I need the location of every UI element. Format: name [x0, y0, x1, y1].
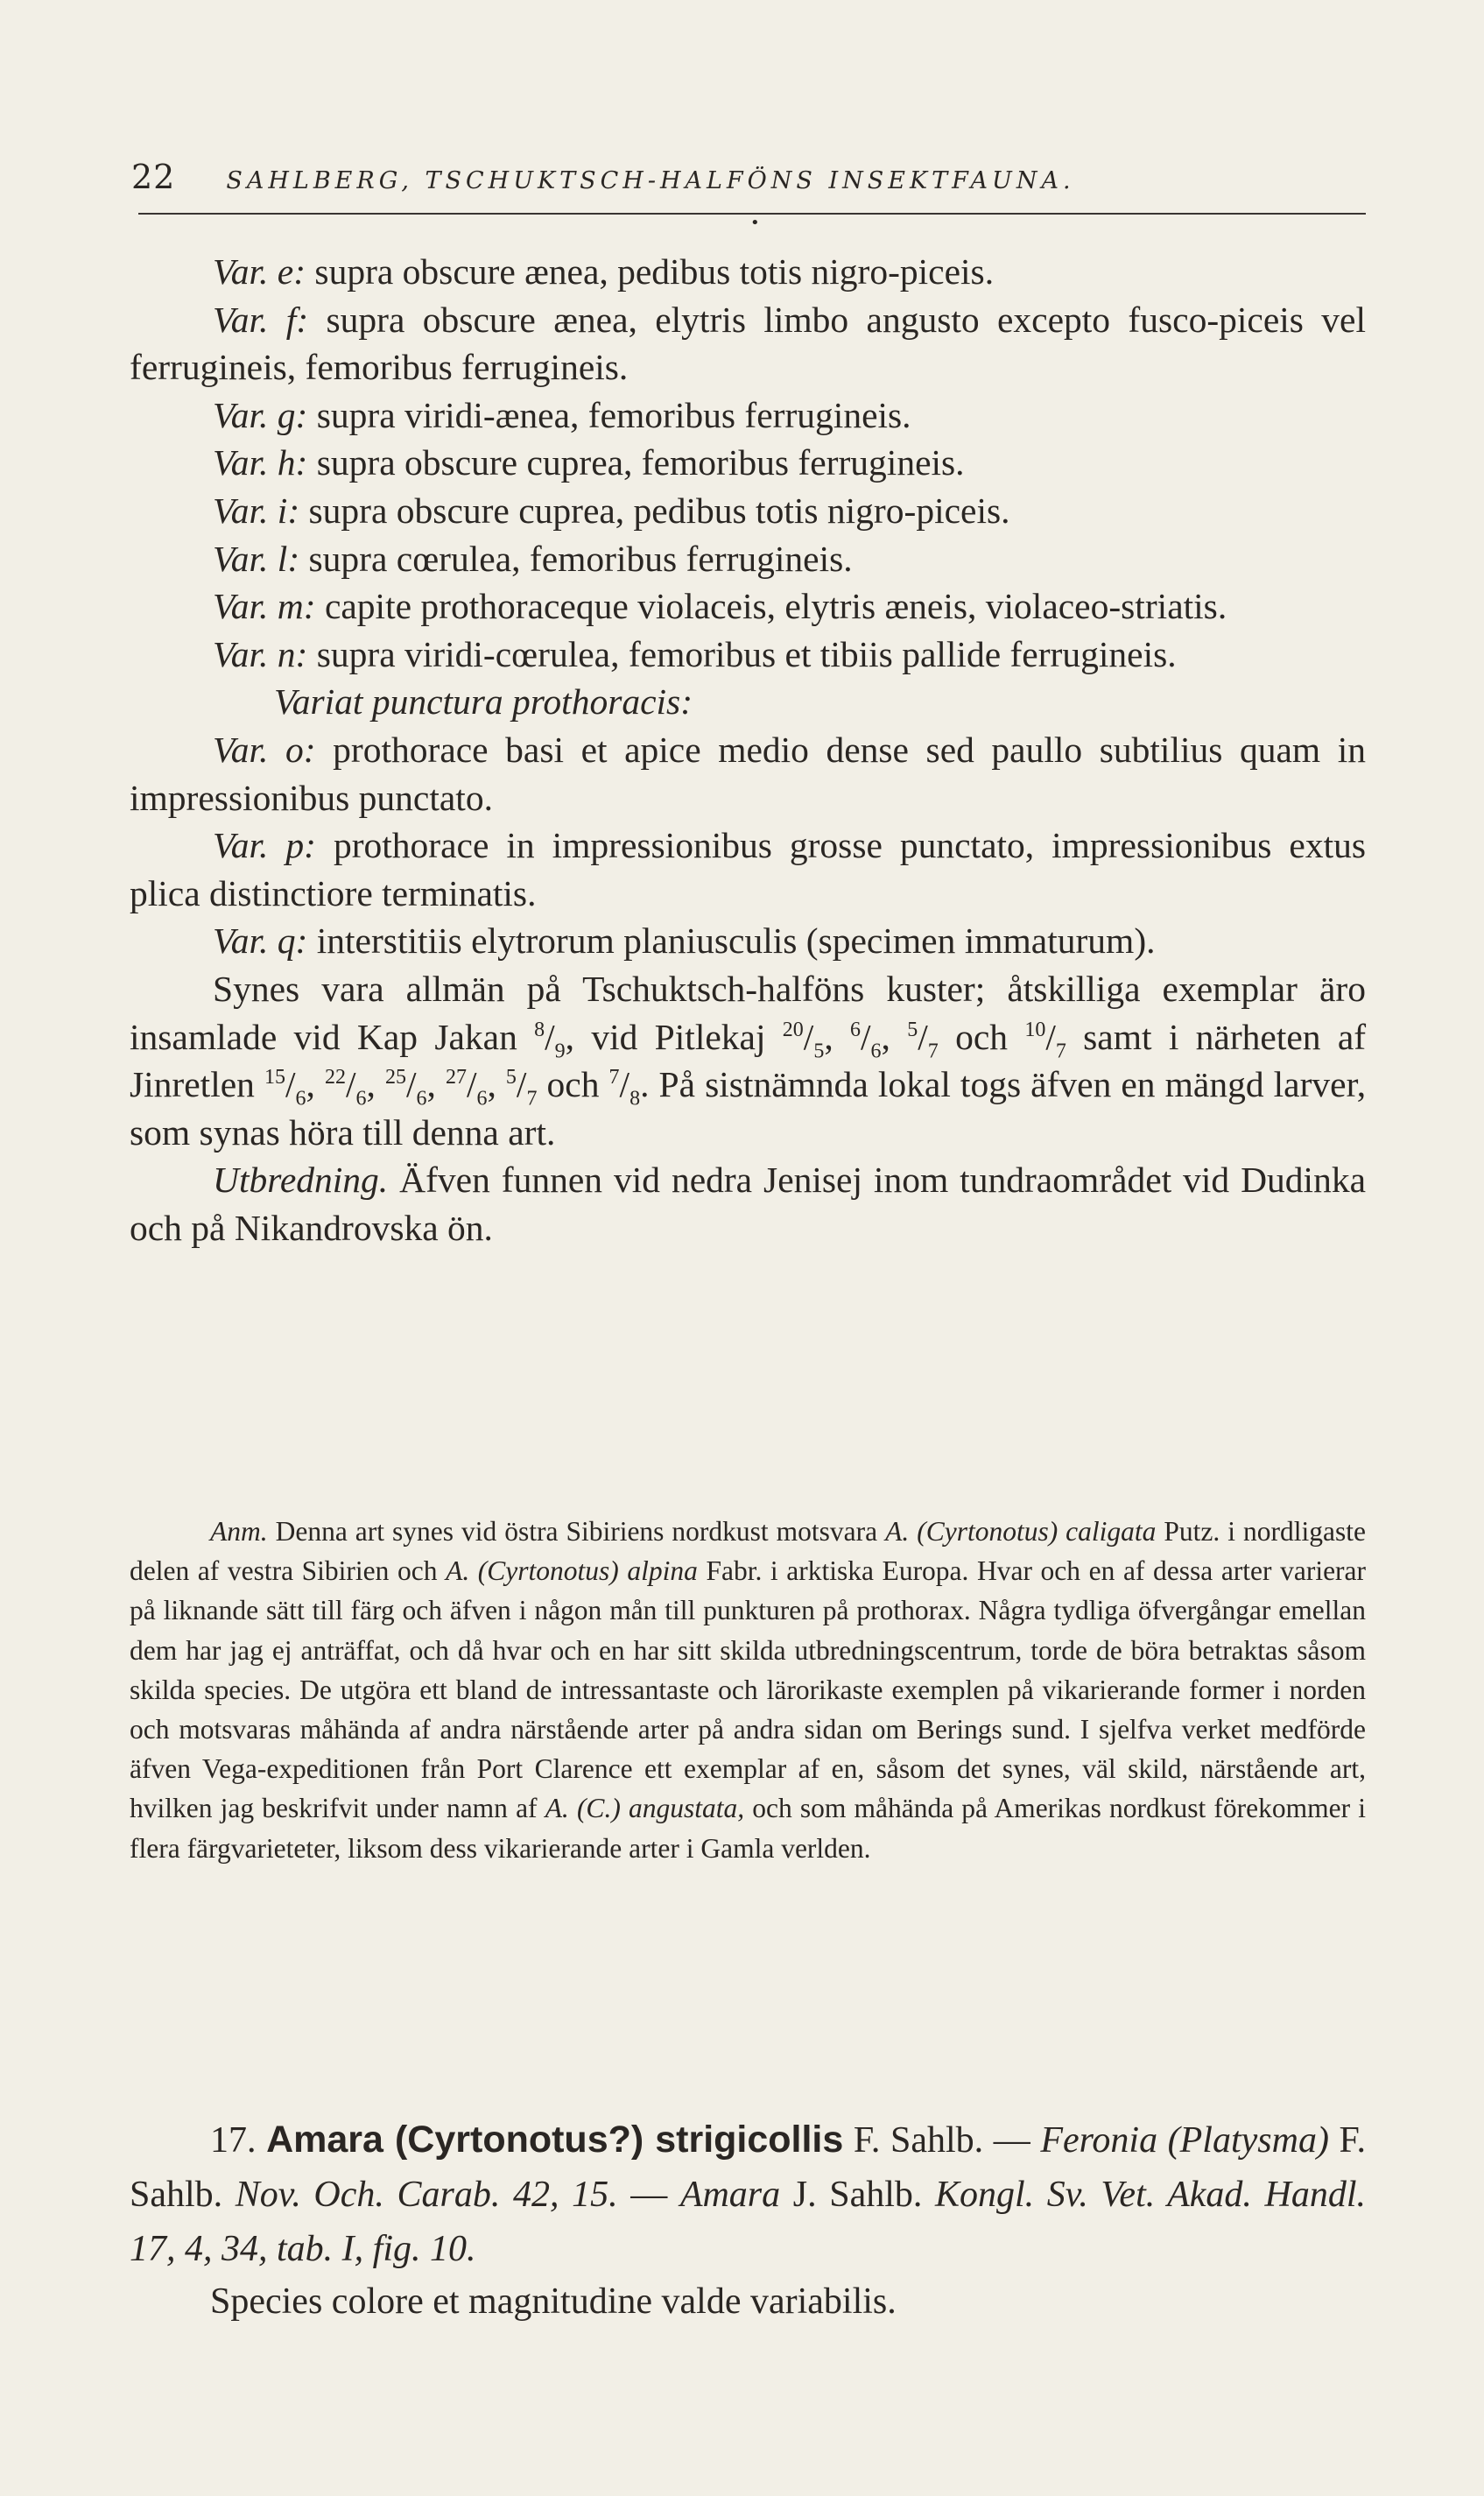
taxon-name: A. (Cyrtonotus) caligata — [885, 1516, 1157, 1547]
species-name: Amara (Cyrtonotus?) strigicollis — [266, 2119, 844, 2161]
date-fraction: $^8/_9$ — [534, 1016, 566, 1062]
variety-q: Var. q: interstitiis elytrorum planiusculis (specimen immaturum). — [213, 920, 1156, 962]
variety-e: Var. e: supra obscure ænea, pedibus totis nigro-piceis. — [213, 251, 995, 292]
date-fraction: $^{15}/_6$ — [264, 1064, 306, 1111]
running-head: SAHLBERG, TSCHUKTSCH-HALFÖNS INSEKTFAUNA. — [226, 167, 1075, 194]
species-entry: 17. Amara (Cyrtonotus?) strigicollis F. Sahlb. — Feronia (Platysma) F. Sahlb. Nov. Och. Carab. 42, 15. — Amara J. Sahlb. Kongl. Sv. Vet. Akad. Handl. 17, 4, 34, tab. I, fig. 10. — [130, 2119, 1367, 2269]
variety-i: Var. i: supra obscure cuprea, pedibus totis nigro-piceis. — [213, 490, 1010, 531]
date-fraction: $^5/_7$ — [505, 1064, 538, 1111]
variety-g: Var. g: supra viridi-ænea, femoribus ferrugineis. — [213, 394, 911, 435]
variat-heading: Variat punctura prothoracis: — [274, 681, 693, 723]
variety-m: Var. m: capite prothoraceque violaceis, elytris æneis, violaceo-striatis. — [213, 586, 1227, 627]
variety-o: Var. o: prothorace basi et apice medio dense sed paullo subtilius quam in impressionibus punctato. — [130, 729, 1367, 818]
reference: Kongl. Sv. Vet. Akad. Handl. 17, 4, 34, tab. I, fig. 10. — [130, 2175, 1366, 2269]
date-fraction: $^{10}/_7$ — [1024, 1016, 1066, 1062]
synonym: Amara — [679, 2175, 781, 2215]
main-text — [130, 248, 1366, 1252]
date-fraction: $^7/_8$ — [608, 1064, 641, 1111]
rule-dot: • — [750, 214, 760, 232]
variety-l: Var. l: supra cœrulea, femoribus ferrugineis. — [213, 538, 853, 579]
species-description: Species colore et magnitudine valde variabilis. — [210, 2281, 897, 2322]
date-fraction: $^5/_7$ — [907, 1016, 939, 1062]
date-fraction: $^{27}/_6$ — [445, 1064, 488, 1111]
taxon-name: A. (C.) angustata, — [545, 1793, 745, 1824]
variety-n: Var. n: supra viridi-cœrulea, femoribus et tibiis pallide ferrugineis. — [213, 633, 1177, 674]
distribution-paragraph: Synes vara allmän på Tschuktsch-halföns kuster; åtskilliga exemplar äro insamlade vid Kap Jakan $^8/_9$, vid Pitlekaj $^{20}/_5$, $^6/_6$, $^5/_7$ och $^{10}/_7$ samt i närheten af Jinretlen $^{15}/_6$, $^{22}/_6$, $^{25}/_6$, $^{27}/_6$, $^5/_7$ och $^7/_8$. På sistnämnda lokal togs äfven en mängd larver, som synas höra till denna art. — [130, 968, 1367, 1153]
variety-f: Var. f: supra obscure ænea, elytris limbo angusto excepto fusco-piceis vel ferrugineis, femoribus ferrugineis. — [130, 299, 1367, 388]
synonym: Feronia (Platysma) — [1040, 2120, 1329, 2161]
date-fraction: $^6/_6$ — [850, 1016, 882, 1062]
page-header — [131, 158, 1366, 196]
reference: Nov. Och. Carab. 42, 15. — [235, 2175, 618, 2215]
page-number: 22 — [131, 158, 176, 196]
utbredning-paragraph: Utbredning. Äfven funnen vid nedra Jenisej inom tundraområdet vid Dudinka och på Nikandrovska ön. — [130, 1160, 1367, 1248]
anm-label: Anm. — [210, 1516, 268, 1547]
date-fraction: $^{22}/_6$ — [324, 1064, 367, 1111]
date-fraction: $^{20}/_5$ — [782, 1016, 825, 1062]
variety-p: Var. p: prothorace in impressionibus grosse punctato, impressionibus extus plica distinctiore terminatis. — [130, 825, 1366, 913]
taxon-name: A. (Cyrtonotus) alpina — [446, 1555, 698, 1587]
date-fraction: $^{25}/_6$ — [384, 1064, 427, 1111]
anm-note: Anm. Denna art synes vid östra Sibiriens nordkust motsvara A. (Cyrtonotus) caligata Putz. i nordligaste delen af vestra Sibirien och A. (Cyrtonotus) alpina Fabr. i arktiska Europa. Hvar och en af dessa arter varierar på liknande sätt till färg och äfven i någon mån till punkturen på prothorax. Några tydliga öfvergångar emellan dem har jag ej anträffat, och då hvar och en har sitt skilda utbredningscentrum, torde de böra betraktas såsom skilda species. De utgöra ett bland de intressantaste och lärorikaste exemplen på vikarierande former i norden och motsvaras måhända af andra närstående arter på andra sidan om Berings sund. I sjelfva verket medförde äfven Vega-expeditionen från Port Clarence ett exemplar af en, såsom det synes, väl skild, närstående art, hvilken jag beskrifvit under namn af A. (C.) angustata, och som måhända på Amerikas nordkust förekommer i flera färgvarieteter, liksom dess vikarierande arter i Gamla verlden. — [130, 1516, 1367, 1864]
species-number: 17. — [210, 2120, 257, 2161]
variety-h: Var. h: supra obscure cuprea, femoribus ferrugineis. — [213, 442, 965, 483]
